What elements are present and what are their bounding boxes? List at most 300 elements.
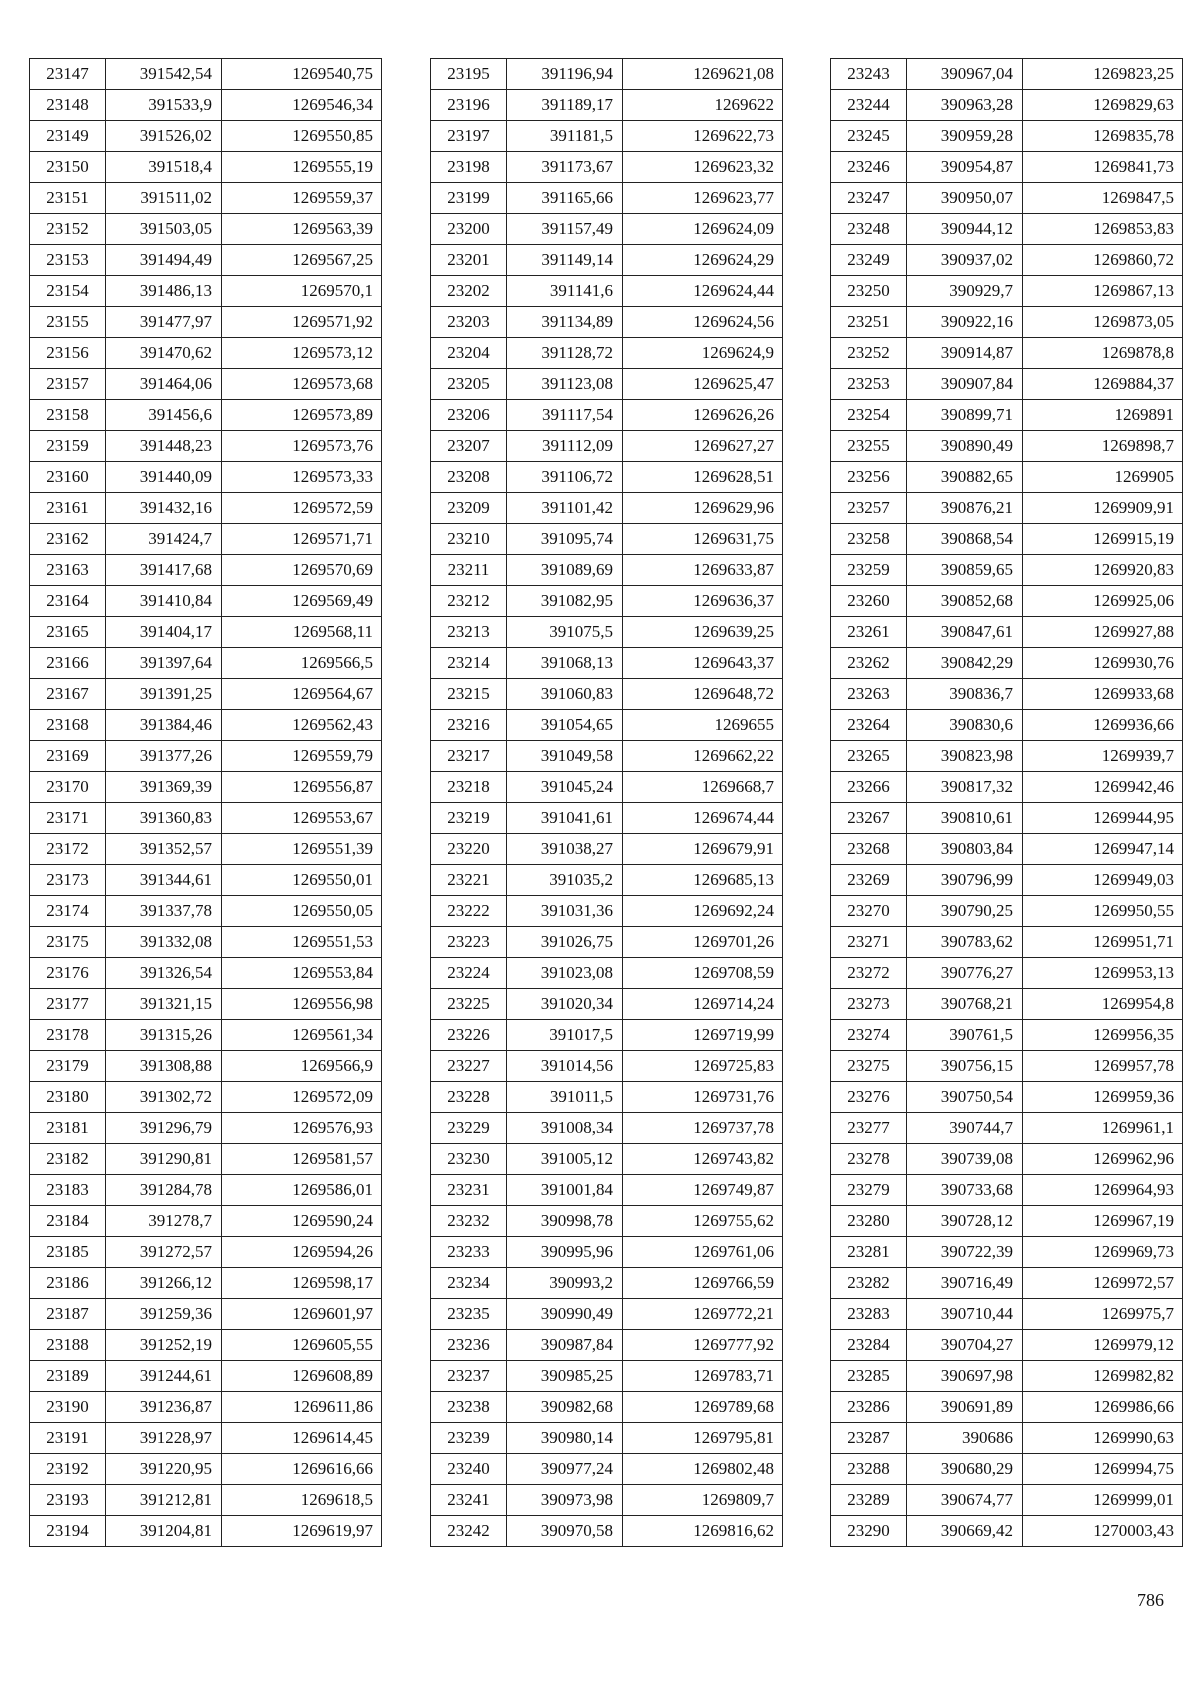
x-coordinate-cell: 391165,66	[507, 183, 623, 214]
x-coordinate-cell: 391477,97	[106, 307, 222, 338]
x-coordinate-cell: 391315,26	[106, 1020, 222, 1051]
table-row	[431, 183, 783, 214]
point-number-cell: 23210	[431, 524, 507, 555]
x-coordinate-cell: 391045,24	[507, 772, 623, 803]
y-coordinate-cell: 1269860,72	[1023, 245, 1183, 276]
table-row	[831, 1361, 1183, 1392]
table-row	[431, 803, 783, 834]
y-coordinate-cell: 1269949,03	[1023, 865, 1183, 896]
x-coordinate-cell: 390954,87	[907, 152, 1023, 183]
table-row	[30, 865, 382, 896]
table-row	[831, 1268, 1183, 1299]
y-coordinate-cell: 1269573,33	[222, 462, 382, 493]
point-number-cell: 23290	[831, 1516, 907, 1547]
x-coordinate-cell: 391106,72	[507, 462, 623, 493]
y-coordinate-cell: 1269576,93	[222, 1113, 382, 1144]
table-row	[831, 1020, 1183, 1051]
y-coordinate-cell: 1269624,29	[623, 245, 783, 276]
y-coordinate-cell: 1269621,08	[623, 59, 783, 90]
table-row	[30, 121, 382, 152]
y-coordinate-cell: 1269986,66	[1023, 1392, 1183, 1423]
table-row	[431, 493, 783, 524]
x-coordinate-cell: 391470,62	[106, 338, 222, 369]
point-number-cell: 23209	[431, 493, 507, 524]
page-number: 786	[1137, 1590, 1164, 1610]
y-coordinate-cell: 1269631,75	[623, 524, 783, 555]
y-coordinate-cell: 1269573,68	[222, 369, 382, 400]
y-coordinate-cell: 1269816,62	[623, 1516, 783, 1547]
table-row	[30, 1454, 382, 1485]
x-coordinate-cell: 390728,12	[907, 1206, 1023, 1237]
y-coordinate-cell: 1269749,87	[623, 1175, 783, 1206]
point-number-cell: 23280	[831, 1206, 907, 1237]
y-coordinate-cell: 1269598,17	[222, 1268, 382, 1299]
table-row	[431, 245, 783, 276]
y-coordinate-cell: 1269628,51	[623, 462, 783, 493]
table-row	[431, 59, 783, 90]
x-coordinate-cell: 390852,68	[907, 586, 1023, 617]
table-row	[431, 1485, 783, 1516]
y-coordinate-cell: 1269573,89	[222, 400, 382, 431]
x-coordinate-cell: 391141,6	[507, 276, 623, 307]
y-coordinate-cell: 1269708,59	[623, 958, 783, 989]
y-coordinate-cell: 1269737,78	[623, 1113, 783, 1144]
table-row	[30, 462, 382, 493]
x-coordinate-cell: 390950,07	[907, 183, 1023, 214]
x-coordinate-cell: 391117,54	[507, 400, 623, 431]
y-coordinate-cell: 1269563,39	[222, 214, 382, 245]
y-coordinate-cell: 1269933,68	[1023, 679, 1183, 710]
x-coordinate-cell: 390796,99	[907, 865, 1023, 896]
y-coordinate-cell: 1269990,63	[1023, 1423, 1183, 1454]
y-coordinate-cell: 1269962,96	[1023, 1144, 1183, 1175]
table-row	[431, 1268, 783, 1299]
point-number-cell: 23230	[431, 1144, 507, 1175]
table-row	[831, 865, 1183, 896]
y-coordinate-cell: 1269772,21	[623, 1299, 783, 1330]
table-row	[431, 1020, 783, 1051]
x-coordinate-cell: 391244,61	[106, 1361, 222, 1392]
x-coordinate-cell: 390967,04	[907, 59, 1023, 90]
point-number-cell: 23152	[30, 214, 106, 245]
point-number-cell: 23232	[431, 1206, 507, 1237]
point-number-cell: 23240	[431, 1454, 507, 1485]
point-number-cell: 23193	[30, 1485, 106, 1516]
y-coordinate-cell: 1269555,19	[222, 152, 382, 183]
table-row	[431, 1516, 783, 1547]
x-coordinate-cell: 391134,89	[507, 307, 623, 338]
point-number-cell: 23159	[30, 431, 106, 462]
table-row	[831, 617, 1183, 648]
table-row	[431, 214, 783, 245]
point-number-cell: 23258	[831, 524, 907, 555]
table-row	[30, 1020, 382, 1051]
x-coordinate-cell: 390830,6	[907, 710, 1023, 741]
x-coordinate-cell: 391278,7	[106, 1206, 222, 1237]
point-number-cell: 23239	[431, 1423, 507, 1454]
y-coordinate-cell: 1269571,92	[222, 307, 382, 338]
point-number-cell: 23247	[831, 183, 907, 214]
x-coordinate-cell: 391377,26	[106, 741, 222, 772]
x-coordinate-cell: 391005,12	[507, 1144, 623, 1175]
table-row	[831, 803, 1183, 834]
y-coordinate-cell: 1269743,82	[623, 1144, 783, 1175]
point-number-cell: 23184	[30, 1206, 106, 1237]
table-row	[30, 1113, 382, 1144]
coordinate-table-1	[29, 58, 382, 1547]
y-coordinate-cell: 1269550,85	[222, 121, 382, 152]
point-number-cell: 23249	[831, 245, 907, 276]
x-coordinate-cell: 390899,71	[907, 400, 1023, 431]
table-row	[431, 772, 783, 803]
table-row	[831, 586, 1183, 617]
point-number-cell: 23171	[30, 803, 106, 834]
y-coordinate-cell: 1269930,76	[1023, 648, 1183, 679]
table-row	[30, 90, 382, 121]
table-row	[831, 1051, 1183, 1082]
table-row	[431, 1237, 783, 1268]
table-row	[30, 741, 382, 772]
point-number-cell: 23200	[431, 214, 507, 245]
x-coordinate-cell: 390868,54	[907, 524, 1023, 555]
table-row	[431, 1423, 783, 1454]
x-coordinate-cell: 390993,2	[507, 1268, 623, 1299]
point-number-cell: 23220	[431, 834, 507, 865]
x-coordinate-cell: 391173,67	[507, 152, 623, 183]
point-number-cell: 23174	[30, 896, 106, 927]
x-coordinate-cell: 390982,68	[507, 1392, 623, 1423]
x-coordinate-cell: 391410,84	[106, 586, 222, 617]
x-coordinate-cell: 391526,02	[106, 121, 222, 152]
point-number-cell: 23274	[831, 1020, 907, 1051]
table-row	[30, 431, 382, 462]
x-coordinate-cell: 391008,34	[507, 1113, 623, 1144]
point-number-cell: 23256	[831, 462, 907, 493]
x-coordinate-cell: 390739,08	[907, 1144, 1023, 1175]
x-coordinate-cell: 391417,68	[106, 555, 222, 586]
y-coordinate-cell: 1269611,86	[222, 1392, 382, 1423]
point-number-cell: 23192	[30, 1454, 106, 1485]
x-coordinate-cell: 391440,09	[106, 462, 222, 493]
y-coordinate-cell: 1269553,67	[222, 803, 382, 834]
y-coordinate-cell: 1269898,7	[1023, 431, 1183, 462]
table-row	[30, 1175, 382, 1206]
point-number-cell: 23282	[831, 1268, 907, 1299]
point-number-cell: 23234	[431, 1268, 507, 1299]
table-row	[831, 1392, 1183, 1423]
table-row	[831, 1206, 1183, 1237]
x-coordinate-cell: 391031,36	[507, 896, 623, 927]
x-coordinate-cell: 390985,25	[507, 1361, 623, 1392]
point-number-cell: 23156	[30, 338, 106, 369]
table-row	[30, 648, 382, 679]
point-number-cell: 23266	[831, 772, 907, 803]
point-number-cell: 23284	[831, 1330, 907, 1361]
table-row	[831, 989, 1183, 1020]
x-coordinate-cell: 391038,27	[507, 834, 623, 865]
point-number-cell: 23265	[831, 741, 907, 772]
point-number-cell: 23279	[831, 1175, 907, 1206]
table-row	[431, 524, 783, 555]
y-coordinate-cell: 1269556,98	[222, 989, 382, 1020]
table-row	[30, 710, 382, 741]
point-number-cell: 23268	[831, 834, 907, 865]
x-coordinate-cell: 390776,27	[907, 958, 1023, 989]
y-coordinate-cell: 1269766,59	[623, 1268, 783, 1299]
point-number-cell: 23197	[431, 121, 507, 152]
y-coordinate-cell: 1269629,96	[623, 493, 783, 524]
point-number-cell: 23221	[431, 865, 507, 896]
x-coordinate-cell: 391259,36	[106, 1299, 222, 1330]
table-row	[30, 183, 382, 214]
point-number-cell: 23167	[30, 679, 106, 710]
x-coordinate-cell: 391542,54	[106, 59, 222, 90]
table-row	[431, 865, 783, 896]
x-coordinate-cell: 391011,5	[507, 1082, 623, 1113]
y-coordinate-cell: 1269915,19	[1023, 524, 1183, 555]
y-coordinate-cell: 1269566,9	[222, 1051, 382, 1082]
y-coordinate-cell: 1269590,24	[222, 1206, 382, 1237]
y-coordinate-cell: 1269823,25	[1023, 59, 1183, 90]
table-row	[30, 1144, 382, 1175]
y-coordinate-cell: 1269961,1	[1023, 1113, 1183, 1144]
x-coordinate-cell: 391321,15	[106, 989, 222, 1020]
point-number-cell: 23161	[30, 493, 106, 524]
table-row	[30, 245, 382, 276]
point-number-cell: 23191	[30, 1423, 106, 1454]
table-row	[30, 927, 382, 958]
point-number-cell: 23224	[431, 958, 507, 989]
point-number-cell: 23275	[831, 1051, 907, 1082]
y-coordinate-cell: 1269624,56	[623, 307, 783, 338]
y-coordinate-cell: 1269789,68	[623, 1392, 783, 1423]
y-coordinate-cell: 1269969,73	[1023, 1237, 1183, 1268]
x-coordinate-cell: 391308,88	[106, 1051, 222, 1082]
y-coordinate-cell: 1269972,57	[1023, 1268, 1183, 1299]
y-coordinate-cell: 1269674,44	[623, 803, 783, 834]
y-coordinate-cell: 1269964,93	[1023, 1175, 1183, 1206]
table-row	[431, 710, 783, 741]
y-coordinate-cell: 1269731,76	[623, 1082, 783, 1113]
y-coordinate-cell: 1269636,37	[623, 586, 783, 617]
y-coordinate-cell: 1269571,71	[222, 524, 382, 555]
x-coordinate-cell: 391054,65	[507, 710, 623, 741]
y-coordinate-cell: 1269572,59	[222, 493, 382, 524]
x-coordinate-cell: 391236,87	[106, 1392, 222, 1423]
y-coordinate-cell: 1269802,48	[623, 1454, 783, 1485]
x-coordinate-cell: 391014,56	[507, 1051, 623, 1082]
table-row	[831, 679, 1183, 710]
point-number-cell: 23288	[831, 1454, 907, 1485]
table-row	[431, 679, 783, 710]
point-number-cell: 23236	[431, 1330, 507, 1361]
table-row	[30, 338, 382, 369]
x-coordinate-cell: 390990,49	[507, 1299, 623, 1330]
table-row	[30, 59, 382, 90]
y-coordinate-cell: 1269951,71	[1023, 927, 1183, 958]
y-coordinate-cell: 1269594,26	[222, 1237, 382, 1268]
x-coordinate-cell: 391149,14	[507, 245, 623, 276]
table-row	[30, 1361, 382, 1392]
table-row	[431, 958, 783, 989]
y-coordinate-cell: 1269835,78	[1023, 121, 1183, 152]
point-number-cell: 23162	[30, 524, 106, 555]
y-coordinate-cell: 1269623,32	[623, 152, 783, 183]
x-coordinate-cell: 391518,4	[106, 152, 222, 183]
point-number-cell: 23289	[831, 1485, 907, 1516]
point-number-cell: 23176	[30, 958, 106, 989]
y-coordinate-cell: 1269956,35	[1023, 1020, 1183, 1051]
point-number-cell: 23216	[431, 710, 507, 741]
y-coordinate-cell: 1269829,63	[1023, 90, 1183, 121]
point-number-cell: 23188	[30, 1330, 106, 1361]
y-coordinate-cell: 1269878,8	[1023, 338, 1183, 369]
y-coordinate-cell: 1269714,24	[623, 989, 783, 1020]
table-row	[431, 121, 783, 152]
table-row	[831, 431, 1183, 462]
point-number-cell: 23183	[30, 1175, 106, 1206]
table-row	[831, 741, 1183, 772]
point-number-cell: 23226	[431, 1020, 507, 1051]
point-number-cell: 23168	[30, 710, 106, 741]
x-coordinate-cell: 391424,7	[106, 524, 222, 555]
point-number-cell: 23150	[30, 152, 106, 183]
x-coordinate-cell: 390750,54	[907, 1082, 1023, 1113]
table-row	[831, 183, 1183, 214]
table-row	[831, 152, 1183, 183]
x-coordinate-cell: 390674,77	[907, 1485, 1023, 1516]
point-number-cell: 23212	[431, 586, 507, 617]
y-coordinate-cell: 1269625,47	[623, 369, 783, 400]
x-coordinate-cell: 391075,5	[507, 617, 623, 648]
table-row	[431, 369, 783, 400]
y-coordinate-cell: 1269556,87	[222, 772, 382, 803]
y-coordinate-cell: 1269975,7	[1023, 1299, 1183, 1330]
point-number-cell: 23273	[831, 989, 907, 1020]
point-number-cell: 23244	[831, 90, 907, 121]
table-row	[831, 400, 1183, 431]
point-number-cell: 23222	[431, 896, 507, 927]
y-coordinate-cell: 1269568,11	[222, 617, 382, 648]
y-coordinate-cell: 1269950,55	[1023, 896, 1183, 927]
table-row	[30, 1330, 382, 1361]
x-coordinate-cell: 391060,83	[507, 679, 623, 710]
table-row	[831, 462, 1183, 493]
x-coordinate-cell: 390937,02	[907, 245, 1023, 276]
x-coordinate-cell: 391404,17	[106, 617, 222, 648]
x-coordinate-cell: 391296,79	[106, 1113, 222, 1144]
y-coordinate-cell: 1269562,43	[222, 710, 382, 741]
point-number-cell: 23207	[431, 431, 507, 462]
point-number-cell: 23287	[831, 1423, 907, 1454]
y-coordinate-cell: 1269648,72	[623, 679, 783, 710]
point-number-cell: 23263	[831, 679, 907, 710]
point-number-cell: 23223	[431, 927, 507, 958]
x-coordinate-cell: 391128,72	[507, 338, 623, 369]
point-number-cell: 23203	[431, 307, 507, 338]
x-coordinate-cell: 391302,72	[106, 1082, 222, 1113]
table-row	[431, 1454, 783, 1485]
coordinate-table-3	[830, 58, 1183, 1547]
y-coordinate-cell: 1269847,5	[1023, 183, 1183, 214]
x-coordinate-cell: 390876,21	[907, 493, 1023, 524]
y-coordinate-cell: 1269639,25	[623, 617, 783, 648]
point-number-cell: 23160	[30, 462, 106, 493]
y-coordinate-cell: 1269777,92	[623, 1330, 783, 1361]
y-coordinate-cell: 1269561,34	[222, 1020, 382, 1051]
x-coordinate-cell: 391448,23	[106, 431, 222, 462]
x-coordinate-cell: 391001,84	[507, 1175, 623, 1206]
table-row	[30, 1268, 382, 1299]
x-coordinate-cell: 390970,58	[507, 1516, 623, 1547]
y-coordinate-cell: 1269551,53	[222, 927, 382, 958]
point-number-cell: 23164	[30, 586, 106, 617]
table-row	[30, 958, 382, 989]
table-row	[431, 927, 783, 958]
table-row	[30, 586, 382, 617]
x-coordinate-cell: 390710,44	[907, 1299, 1023, 1330]
point-number-cell: 23219	[431, 803, 507, 834]
x-coordinate-cell: 390733,68	[907, 1175, 1023, 1206]
point-number-cell: 23233	[431, 1237, 507, 1268]
y-coordinate-cell: 1269564,67	[222, 679, 382, 710]
point-number-cell: 23190	[30, 1392, 106, 1423]
point-number-cell: 23272	[831, 958, 907, 989]
x-coordinate-cell: 391189,17	[507, 90, 623, 121]
table-row	[30, 214, 382, 245]
x-coordinate-cell: 391252,19	[106, 1330, 222, 1361]
y-coordinate-cell: 1269755,62	[623, 1206, 783, 1237]
y-coordinate-cell: 1269550,01	[222, 865, 382, 896]
point-number-cell: 23285	[831, 1361, 907, 1392]
table-row	[431, 1144, 783, 1175]
table-row	[831, 1144, 1183, 1175]
x-coordinate-cell: 391157,49	[507, 214, 623, 245]
table-row	[30, 1299, 382, 1330]
point-number-cell: 23270	[831, 896, 907, 927]
x-coordinate-cell: 391020,34	[507, 989, 623, 1020]
point-number-cell: 23262	[831, 648, 907, 679]
point-number-cell: 23180	[30, 1082, 106, 1113]
x-coordinate-cell: 391220,95	[106, 1454, 222, 1485]
point-number-cell: 23147	[30, 59, 106, 90]
x-coordinate-cell: 390810,61	[907, 803, 1023, 834]
table-row	[831, 1330, 1183, 1361]
x-coordinate-cell: 390823,98	[907, 741, 1023, 772]
table-row	[431, 896, 783, 927]
x-coordinate-cell: 391017,5	[507, 1020, 623, 1051]
table-row	[431, 648, 783, 679]
x-coordinate-cell: 391337,78	[106, 896, 222, 927]
y-coordinate-cell: 1269685,13	[623, 865, 783, 896]
point-number-cell: 23241	[431, 1485, 507, 1516]
table-row	[30, 1392, 382, 1423]
table-row	[431, 1206, 783, 1237]
y-coordinate-cell: 1269944,95	[1023, 803, 1183, 834]
point-number-cell: 23199	[431, 183, 507, 214]
point-number-cell: 23170	[30, 772, 106, 803]
point-number-cell: 23157	[30, 369, 106, 400]
point-number-cell: 23211	[431, 555, 507, 586]
table-row	[30, 1485, 382, 1516]
point-number-cell: 23169	[30, 741, 106, 772]
table-row	[831, 338, 1183, 369]
table-row	[30, 617, 382, 648]
y-coordinate-cell: 1269795,81	[623, 1423, 783, 1454]
x-coordinate-cell: 391486,13	[106, 276, 222, 307]
x-coordinate-cell: 390783,62	[907, 927, 1023, 958]
x-coordinate-cell: 391432,16	[106, 493, 222, 524]
